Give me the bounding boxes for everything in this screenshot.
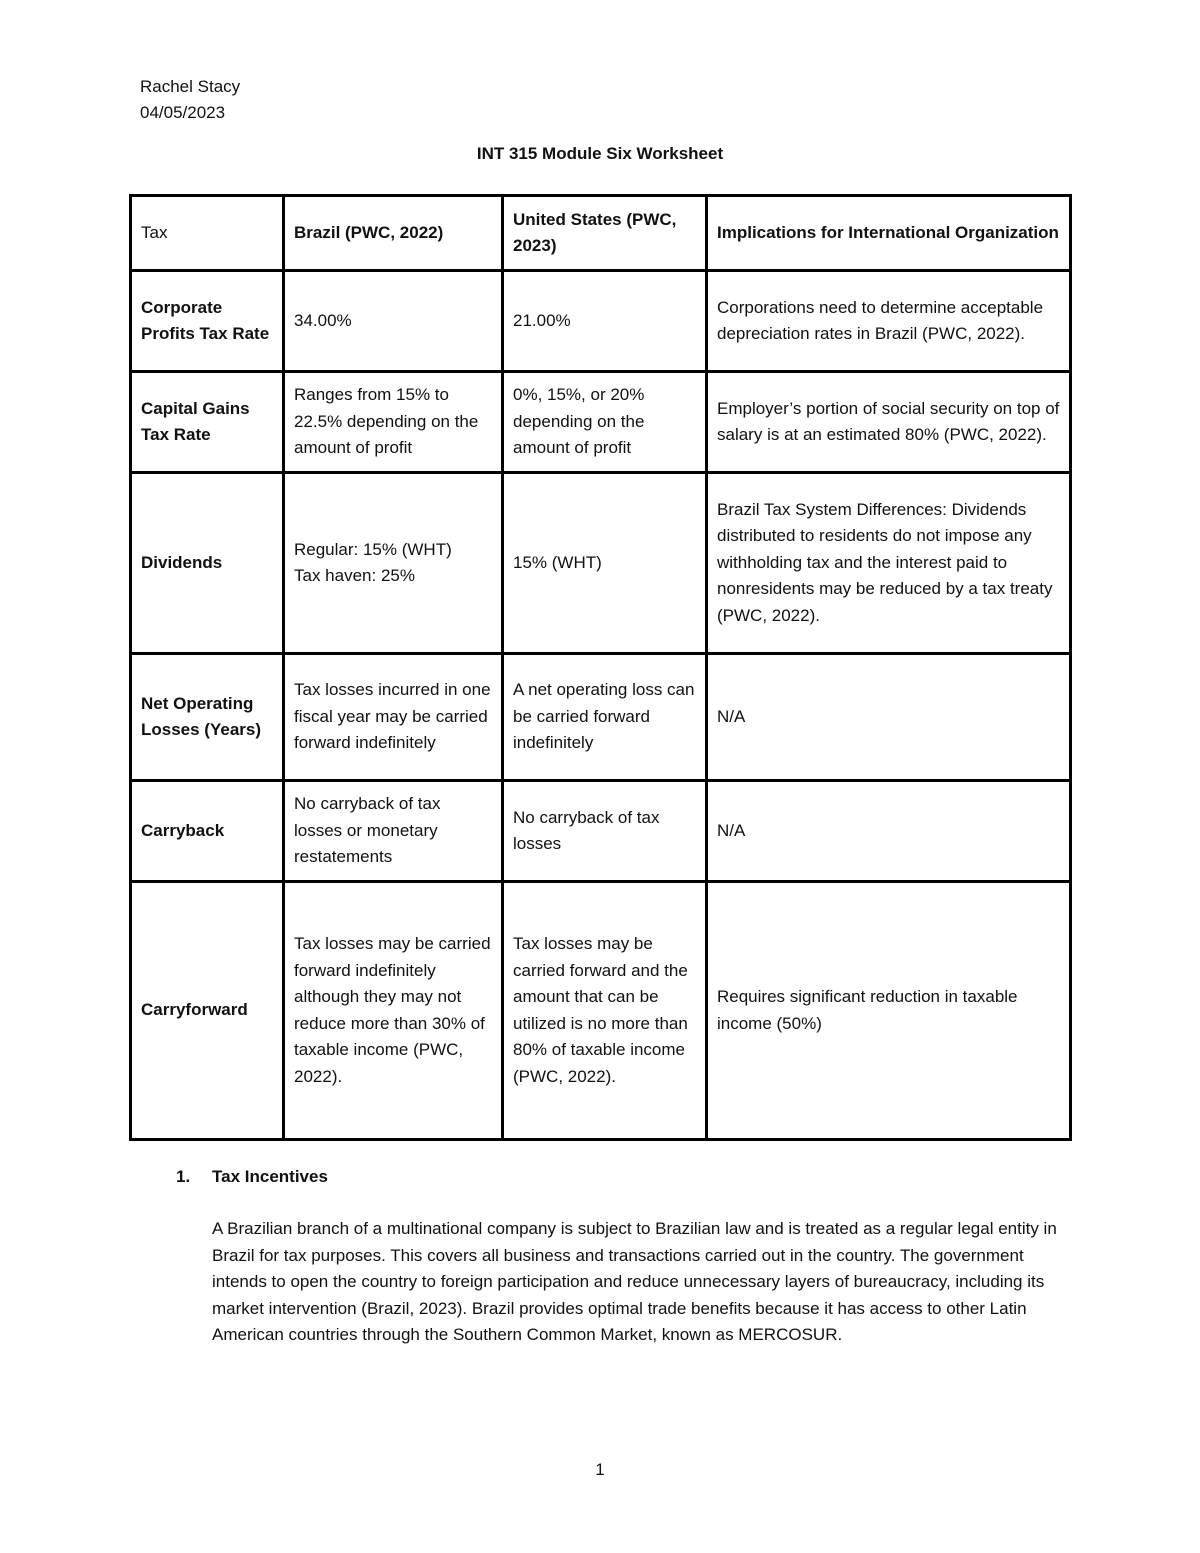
section-paragraph: A Brazilian branch of a multinational company is subject to Brazilian law and is treated as a regular legal entity in Brazil for tax purposes. This covers all business and transactions carried out in the country. The government intends to open the country to foreign participation and reduce unnecessary layers of bureaucracy, including its market intervention (Brazil, 2023). Brazil provides optimal trade benefits because it has access to other Latin American countries through the Southern Common Market, known as MERCOSUR. [212, 1219, 1057, 1344]
table-row [131, 781, 1071, 882]
cell-united-states: A net operating loss can be carried forward indefinitely [503, 654, 707, 781]
page-number: 1 [595, 1460, 605, 1479]
table-row [131, 271, 1071, 372]
cell-implications: Employer’s portion of social security on top of salary is at an estimated 80% (PWC, 2022). [707, 372, 1071, 473]
section-heading [176, 1167, 328, 1187]
tax-comparison-table [129, 194, 1072, 1141]
row-label-capital-gains: Capital Gains Tax Rate [131, 372, 284, 473]
header-implications: Implications for International Organization [707, 196, 1071, 271]
cell-brazil [284, 473, 503, 654]
cell-brazil: Ranges from 15% to 22.5% depending on the amount of profit [284, 372, 503, 473]
row-label-carryback: Carryback [131, 781, 284, 882]
row-label-dividends: Dividends [131, 473, 284, 654]
table-header-row [131, 196, 1071, 271]
table-row [131, 473, 1071, 654]
cell-brazil: No carryback of tax losses or monetary restatements [284, 781, 503, 882]
cell-united-states: Tax losses may be carried forward and the amount that can be utilized is no more than 80% of taxable income (PWC, 2022). [503, 882, 707, 1140]
document-date: 04/05/2023 [140, 103, 226, 122]
cell-implications: N/A [707, 654, 1071, 781]
row-label-carryforward: Carryforward [131, 882, 284, 1140]
row-label-net-operating-losses: Net Operating Losses (Years) [131, 654, 284, 781]
cell-implications: N/A [707, 781, 1071, 882]
cell-united-states: 15% (WHT) [503, 473, 707, 654]
cell-united-states: 21.00% [503, 271, 707, 372]
section-title: Tax Incentives [212, 1167, 328, 1186]
header-united-states: United States (PWC, 2023) [503, 196, 707, 271]
cell-implications: Requires significant reduction in taxable income (50%) [707, 882, 1071, 1140]
table-row [131, 882, 1071, 1140]
cell-brazil: Tax losses incurred in one fiscal year may be carried forward indefinitely [284, 654, 503, 781]
header-brazil: Brazil (PWC, 2022) [284, 196, 503, 271]
header-tax: Tax [131, 196, 284, 271]
cell-implications: Brazil Tax System Differences: Dividends distributed to residents do not impose any withholding tax and the interest paid to nonresidents may be reduced by a tax treaty (PWC, 2022). [707, 473, 1071, 654]
table-row [131, 372, 1071, 473]
page-title: INT 315 Module Six Worksheet [476, 144, 724, 163]
author-block [140, 74, 240, 126]
cell-united-states: No carryback of tax losses [503, 781, 707, 882]
cell-implications: Corporations need to determine acceptable depreciation rates in Brazil (PWC, 2022). [707, 271, 1071, 372]
table-row [131, 654, 1071, 781]
brazil-dividend-tax-haven: Tax haven: 25% [294, 566, 415, 585]
cell-brazil: Tax losses may be carried forward indefinitely although they may not reduce more than 30% of taxable income (PWC, 2022). [284, 882, 503, 1140]
cell-united-states: 0%, 15%, or 20% depending on the amount of profit [503, 372, 707, 473]
cell-brazil: 34.00% [284, 271, 503, 372]
section-number: 1. [176, 1167, 191, 1186]
brazil-dividend-regular: Regular: 15% (WHT) [294, 539, 452, 559]
author-name: Rachel Stacy [140, 77, 241, 96]
row-label-corporate-profits: Corporate Profits Tax Rate [131, 271, 284, 372]
